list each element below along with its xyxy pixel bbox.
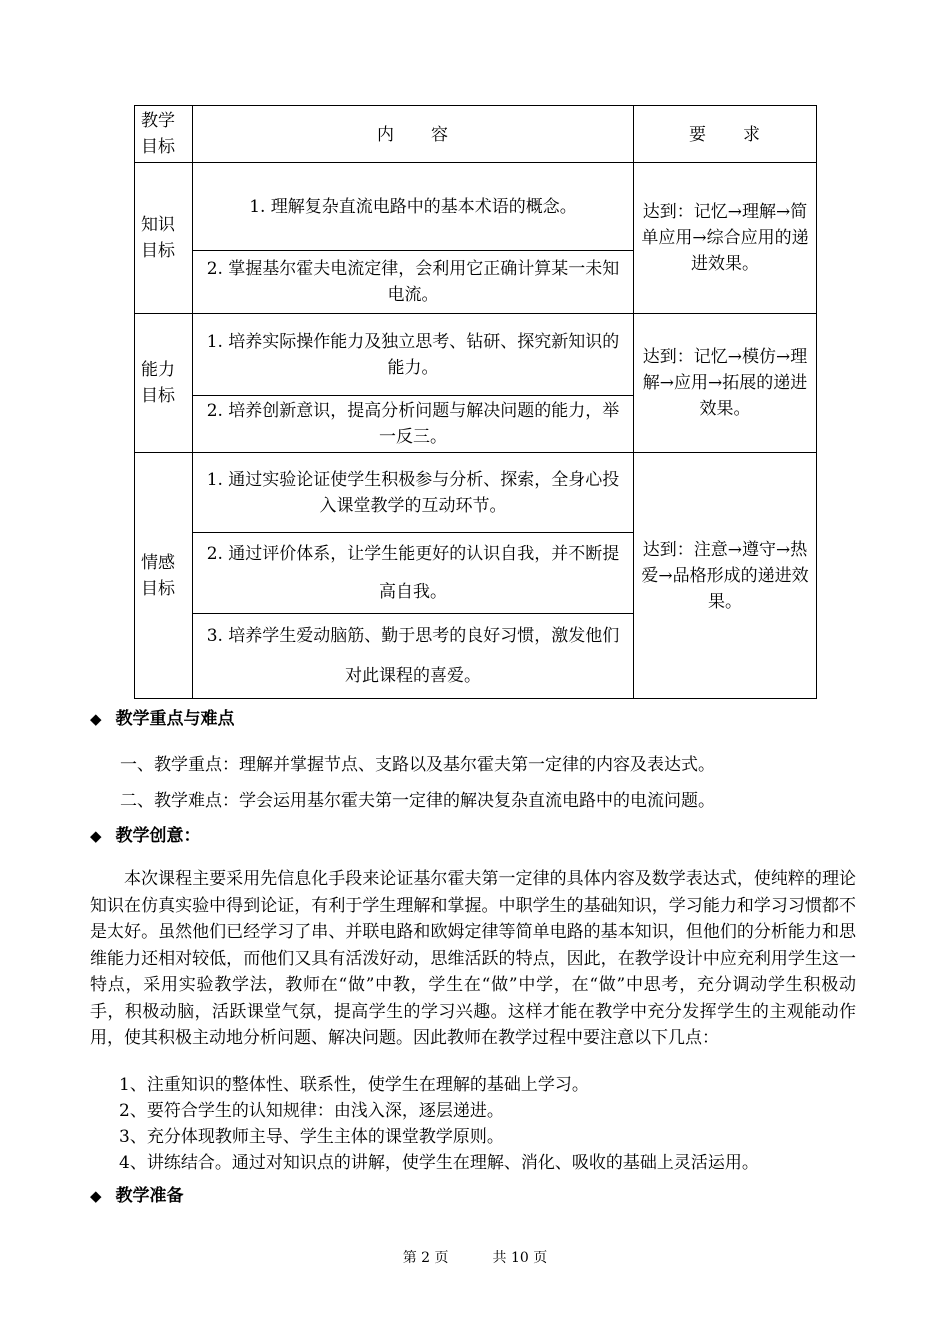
key-points-heading	[90, 704, 235, 729]
category-knowledge: 知识目标	[135, 163, 193, 314]
page-total: 共 10 页	[492, 1250, 548, 1266]
page-number: 第 2 页	[402, 1250, 449, 1266]
key-point-2: 二、教学难点：学会运用基尔霍夫第一定律的解决复杂直流电路中的电流问题。	[120, 791, 715, 811]
header-content: 内 容	[193, 106, 634, 163]
content-cell: 1. 培养实际操作能力及独立思考、钻研、探究新知识的能力。	[193, 314, 634, 396]
teaching-goals-table	[134, 105, 817, 699]
header-requirement: 要 求	[634, 106, 817, 163]
table-row	[135, 163, 817, 251]
requirement-ability: 达到：记忆→模仿→理解→应用→拓展的递进效果。	[634, 314, 817, 453]
page-footer	[0, 1247, 950, 1267]
content-cell: 2. 掌握基尔霍夫电流定律，会利用它正确计算某一未知电流。	[193, 251, 634, 314]
list-item: 3、充分体现教师主导、学生主体的课堂教学原则。	[119, 1127, 504, 1147]
diamond-bullet-icon: ◆	[90, 1187, 102, 1205]
list-item: 1、注重知识的整体性、联系性，使学生在理解的基础上学习。	[119, 1075, 589, 1095]
table-row	[135, 453, 817, 533]
list-item: 2、要符合学生的认知规律：由浅入深，逐层递进。	[119, 1101, 504, 1121]
preparation-title: 教学准备	[115, 1186, 184, 1206]
table-header-row	[135, 106, 817, 163]
category-emotion: 情感目标	[135, 453, 193, 699]
content-cell: 1. 通过实验论证使学生积极参与分析、探索，全身心投入课堂教学的互动环节。	[193, 453, 634, 533]
requirement-knowledge: 达到：记忆→理解→简单应用→综合应用的递进效果。	[634, 163, 817, 314]
diamond-bullet-icon: ◆	[90, 710, 102, 728]
content-cell: 2. 通过评价体系，让学生能更好的认识自我，并不断提高自我。	[193, 533, 634, 614]
creativity-title: 教学创意：	[115, 826, 201, 846]
diamond-bullet-icon: ◆	[90, 827, 102, 845]
list-item: 4、讲练结合。通过对知识点的讲解，使学生在理解、消化、吸收的基础上灵活运用。	[119, 1153, 759, 1173]
category-ability: 能力目标	[135, 314, 193, 453]
content-cell: 2. 培养创新意识，提高分析问题与解决问题的能力，举一反三。	[193, 396, 634, 453]
table-row	[135, 314, 817, 396]
key-points-title: 教学重点与难点	[115, 709, 235, 729]
requirement-emotion: 达到：注意→遵守→热爱→品格形成的递进效果。	[634, 453, 817, 699]
header-category: 教学目标	[135, 106, 193, 163]
creativity-paragraph: 本次课程主要采用先信息化手段来论证基尔霍夫第一定律的具体内容及数学表达式，使纯粹的理论知识在仿真实验中得到论证，有利于学生理解和掌握。中职学生的基础知识，学习能力和学习习惯都不是太好。虽然他们已经学习了串、并联电路和欧姆定律等简单电路的基本知识，但他们的分析能力和思维能力还相对较低，而他们又具有活泼好动，思维活跃的特点，因此，在教学设计中应充利用学生这一特点，采用实验教学法，教师在“做”中教，学生在“做”中学，在“做”中思考，充分调动学生积极动手，积极动脑，活跃课堂气氛，提高学生的学习兴趣。这样才能在教学中充分发挥学生的主观能动作用，使其积极主动地分析问题、解决问题。因此教师在教学过程中要注意以下几点：	[90, 869, 856, 1048]
preparation-heading	[90, 1181, 184, 1206]
content-cell: 3. 培养学生爱动脑筋、勤于思考的良好习惯，激发他们对此课程的喜爱。	[193, 614, 634, 699]
content-cell: 1. 理解复杂直流电路中的基本术语的概念。	[193, 163, 634, 251]
creativity-heading	[90, 821, 201, 846]
key-point-1: 一、教学重点：理解并掌握节点、支路以及基尔霍夫第一定律的内容及表达式。	[120, 755, 715, 775]
